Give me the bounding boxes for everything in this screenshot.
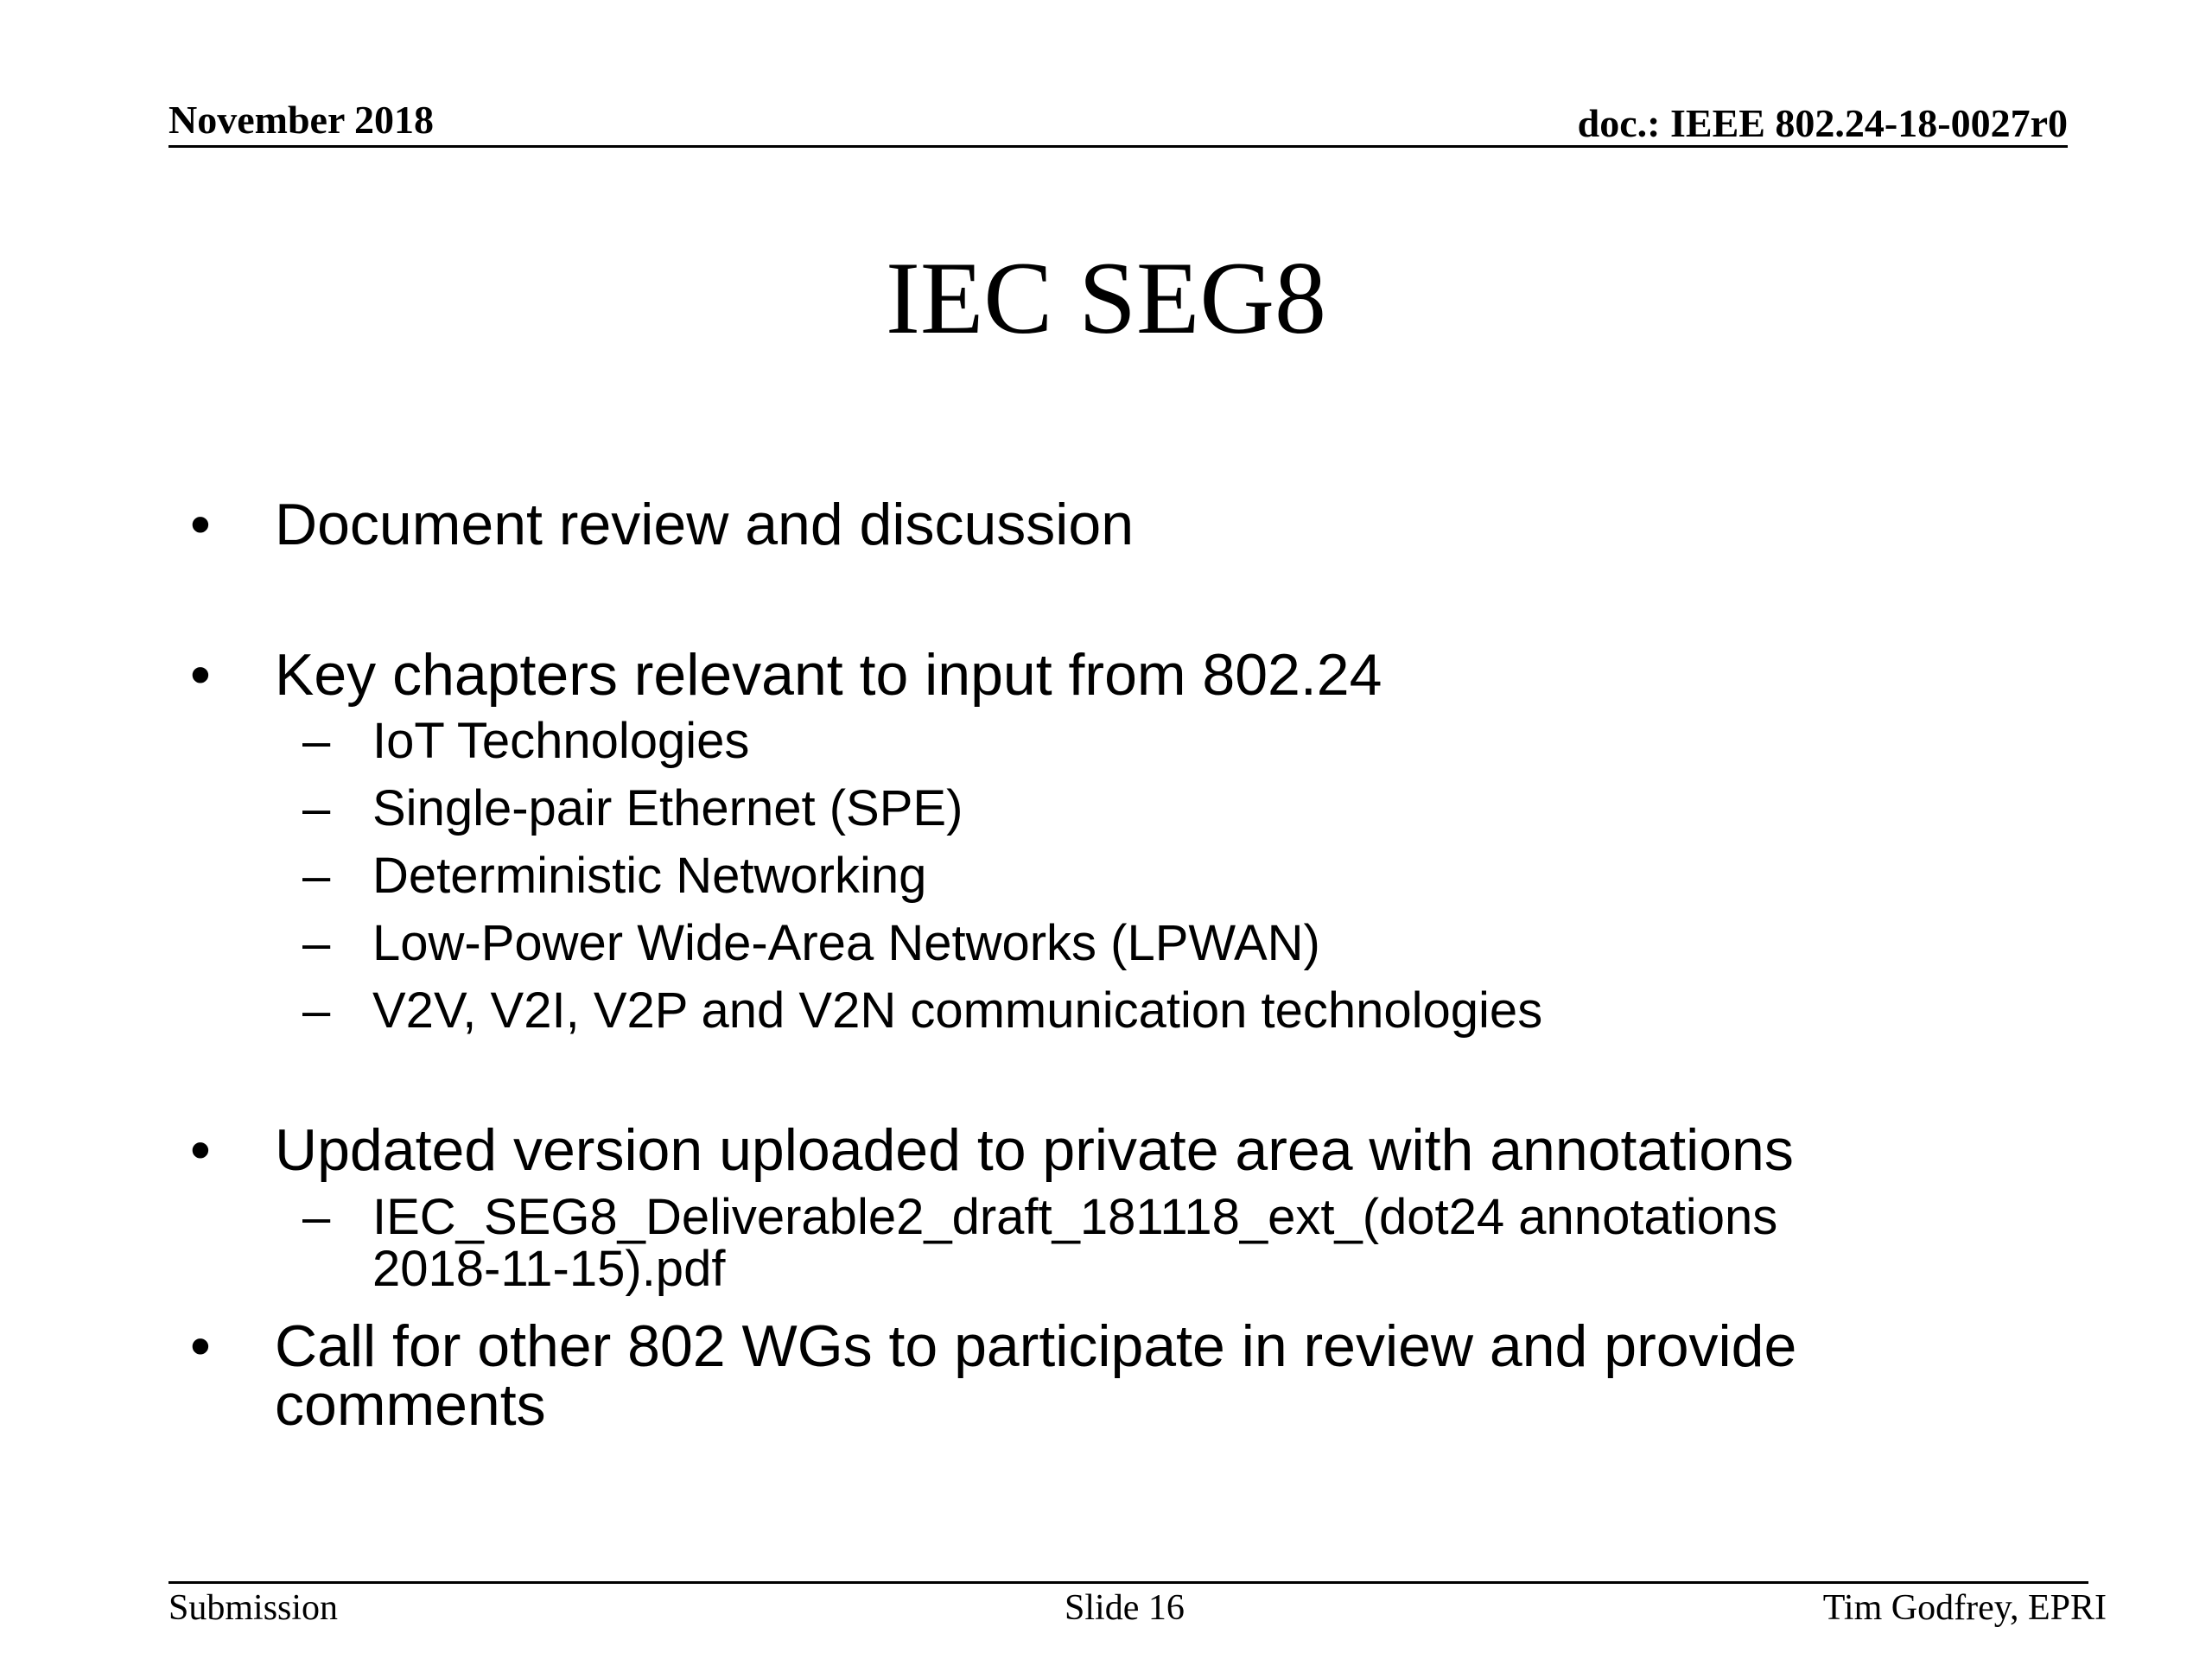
bullet-marker: • <box>190 1313 211 1379</box>
footer-submission: Submission <box>168 1588 339 1628</box>
sub-bullet-marker: – <box>302 915 331 971</box>
sub-bullet-item: Deterministic Networking <box>372 848 927 904</box>
sub-bullet-marker: – <box>302 848 331 904</box>
bullet-item: Call for other 802 WGs to participate in review and provide <box>275 1313 1797 1379</box>
footer-author: Tim Godfrey, EPRI <box>1822 1588 2107 1628</box>
sub-bullet-item: IoT Technologies <box>372 713 750 769</box>
sub-bullet-marker: – <box>302 780 331 836</box>
bullet-item: Key chapters relevant to input from 802.24 <box>275 642 1382 708</box>
footer-slide-number: Slide 16 <box>1065 1588 1185 1628</box>
header-doc-id: doc.: IEEE 802.24-18-0027r0 <box>1577 101 2068 145</box>
bullet-item: Document review and discussion <box>275 492 1135 557</box>
bullet-item: Updated version uploaded to private area with annotations <box>275 1117 1794 1183</box>
sub-bullet-item: IEC_SEG8_Deliverable2_draft_181118_ext_(dot24 annotations <box>372 1189 1778 1245</box>
sub-bullet-item: V2V, V2I, V2P and V2N communication technologies <box>372 982 1543 1039</box>
sub-bullet-marker: – <box>302 713 331 769</box>
footer-divider <box>168 1581 2088 1584</box>
sub-bullet-item: Low-Power Wide-Area Networks (LPWAN) <box>372 915 1320 971</box>
sub-bullet-item-continuation: 2018-11-15).pdf <box>372 1241 726 1297</box>
header-date: November 2018 <box>168 98 435 142</box>
bullet-marker: • <box>190 492 211 557</box>
bullet-marker: • <box>190 1117 211 1183</box>
sub-bullet-marker: – <box>302 982 331 1039</box>
slide-title: IEC SEG8 <box>886 240 1326 355</box>
bullet-item-continuation: comments <box>275 1372 546 1438</box>
sub-bullet-marker: – <box>302 1189 331 1245</box>
bullet-marker: • <box>190 642 211 708</box>
sub-bullet-item: Single-pair Ethernet (SPE) <box>372 780 963 836</box>
